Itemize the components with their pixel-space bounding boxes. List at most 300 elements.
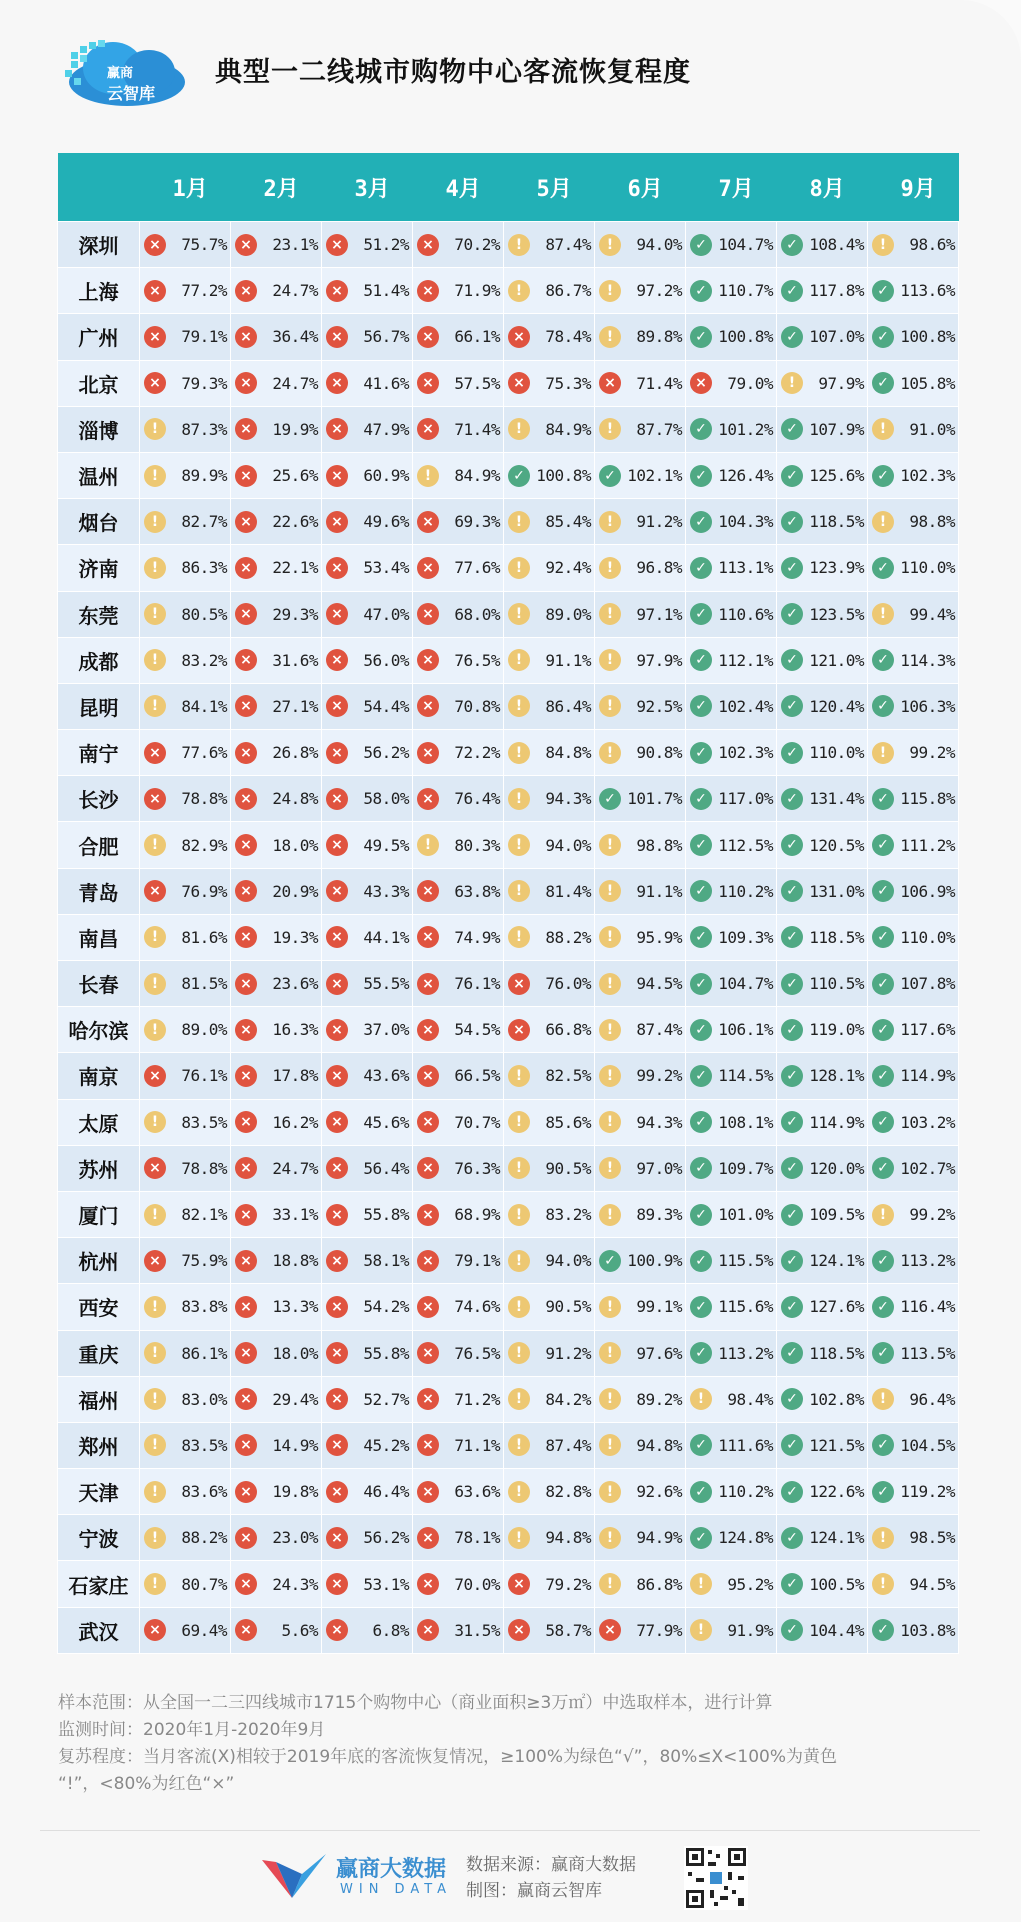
recovery-value: 83.6% — [181, 1482, 227, 1502]
value-cell — [413, 360, 504, 406]
recovery-value: 70.0% — [454, 1574, 500, 1594]
recovery-value: 78.1% — [454, 1528, 500, 1548]
value-cell — [231, 1145, 322, 1191]
check-icon: ✓ — [781, 1619, 803, 1641]
check-icon: ✓ — [690, 1342, 712, 1364]
value-cell — [322, 314, 413, 360]
table-header-corner — [58, 153, 140, 222]
value-cell — [777, 1284, 868, 1330]
recovery-value: 82.5% — [545, 1066, 591, 1086]
warning-icon: ! — [599, 973, 621, 995]
column-header: 9月 — [868, 153, 959, 222]
recovery-value: 109.7% — [718, 1158, 773, 1178]
cross-icon: × — [326, 926, 348, 948]
check-icon: ✓ — [781, 280, 803, 302]
check-icon: ✓ — [690, 1434, 712, 1456]
recovery-value: 23.6% — [272, 974, 318, 994]
recovery-value: 91.9% — [727, 1620, 773, 1640]
notes — [58, 1690, 958, 1798]
value-cell — [868, 1607, 959, 1653]
value-cell — [868, 776, 959, 822]
check-icon: ✓ — [690, 834, 712, 856]
check-icon: ✓ — [781, 834, 803, 856]
value-cell — [413, 1330, 504, 1376]
city-label: 武汉 — [58, 1607, 140, 1653]
recovery-value: 84.9% — [454, 466, 500, 486]
recovery-value: 98.4% — [727, 1389, 773, 1409]
note-recovery-definition-cont: “!”，<80%为红色“×” — [58, 1774, 235, 1794]
recovery-value: 110.5% — [809, 974, 864, 994]
value-cell — [322, 1607, 413, 1653]
value-cell — [140, 222, 231, 268]
cross-icon: × — [144, 234, 166, 256]
recovery-value: 71.4% — [636, 373, 682, 393]
value-cell — [868, 822, 959, 868]
warning-icon: ! — [144, 1204, 166, 1226]
check-icon: ✓ — [690, 280, 712, 302]
recovery-value: 57.5% — [454, 373, 500, 393]
city-label: 成都 — [58, 637, 140, 683]
cross-icon: × — [326, 418, 348, 440]
value-cell — [231, 1422, 322, 1468]
warning-icon: ! — [599, 1111, 621, 1133]
check-icon: ✓ — [872, 1111, 894, 1133]
value-cell — [140, 1376, 231, 1422]
value-cell — [413, 314, 504, 360]
recovery-value: 94.5% — [909, 1574, 955, 1594]
recovery-value: 110.2% — [718, 1482, 773, 1502]
recovery-value: 94.8% — [636, 1435, 682, 1455]
recovery-value: 16.2% — [272, 1112, 318, 1132]
recovery-value: 79.2% — [545, 1574, 591, 1594]
cross-icon: × — [144, 326, 166, 348]
warning-icon: ! — [508, 880, 530, 902]
value-cell — [413, 1007, 504, 1053]
warning-icon: ! — [144, 1342, 166, 1364]
warning-icon: ! — [599, 649, 621, 671]
recovery-value: 100.5% — [809, 1574, 864, 1594]
value-cell — [686, 822, 777, 868]
recovery-value: 110.0% — [809, 743, 864, 763]
recovery-value: 66.8% — [545, 1020, 591, 1040]
check-icon: ✓ — [872, 880, 894, 902]
cross-icon: × — [326, 973, 348, 995]
value-cell — [140, 314, 231, 360]
recovery-value: 101.0% — [718, 1205, 773, 1225]
cross-icon: × — [235, 926, 257, 948]
table-row — [58, 360, 959, 406]
city-label: 哈尔滨 — [58, 1007, 140, 1053]
recovery-value: 95.9% — [636, 927, 682, 947]
check-icon: ✓ — [872, 649, 894, 671]
value-cell — [413, 1099, 504, 1145]
check-icon: ✓ — [690, 973, 712, 995]
recovery-value: 94.3% — [545, 789, 591, 809]
warning-icon: ! — [508, 1434, 530, 1456]
cross-icon: × — [235, 1481, 257, 1503]
value-cell — [413, 452, 504, 498]
value-cell — [686, 1007, 777, 1053]
value-cell — [413, 1053, 504, 1099]
cross-icon: × — [417, 1388, 439, 1410]
recovery-value: 36.4% — [272, 327, 318, 347]
recovery-value: 107.8% — [900, 974, 955, 994]
value-cell — [322, 452, 413, 498]
value-cell — [413, 268, 504, 314]
recovery-value: 104.7% — [718, 974, 773, 994]
recovery-value: 92.6% — [636, 1482, 682, 1502]
recovery-value: 91.1% — [545, 650, 591, 670]
recovery-value: 119.0% — [809, 1020, 864, 1040]
value-cell — [140, 1284, 231, 1330]
value-cell — [686, 1515, 777, 1561]
value-cell — [504, 961, 595, 1007]
recovery-value: 107.9% — [809, 419, 864, 439]
value-cell — [777, 868, 868, 914]
recovery-value: 117.6% — [900, 1020, 955, 1040]
cross-icon: × — [326, 695, 348, 717]
value-cell — [504, 591, 595, 637]
check-icon: ✓ — [690, 1157, 712, 1179]
warning-icon: ! — [872, 1388, 894, 1410]
value-cell — [595, 822, 686, 868]
table-row — [58, 961, 959, 1007]
cross-icon: × — [508, 1019, 530, 1041]
check-icon: ✓ — [781, 511, 803, 533]
value-cell — [777, 1607, 868, 1653]
recovery-value: 23.1% — [272, 235, 318, 255]
note-sample-scope: 样本范围：从全国一二三四线城市1715个购物中心（商业面积≥3万㎡）中选取样本，进行计算 — [58, 1693, 773, 1713]
value-cell — [686, 637, 777, 683]
value-cell — [231, 591, 322, 637]
recovery-value: 76.3% — [454, 1158, 500, 1178]
recovery-value: 82.8% — [545, 1482, 591, 1502]
value-cell — [140, 1099, 231, 1145]
warning-icon: ! — [508, 742, 530, 764]
value-cell — [322, 406, 413, 452]
recovery-value: 19.3% — [272, 927, 318, 947]
recovery-value: 100.8% — [718, 327, 773, 347]
value-cell — [231, 1099, 322, 1145]
warning-icon: ! — [599, 1434, 621, 1456]
recovery-value: 37.0% — [363, 1020, 409, 1040]
column-header: 2月 — [231, 153, 322, 222]
table-row — [58, 268, 959, 314]
value-cell — [231, 1191, 322, 1237]
check-icon: ✓ — [781, 1388, 803, 1410]
value-cell — [868, 545, 959, 591]
warning-icon: ! — [599, 1157, 621, 1179]
recovery-value: 17.8% — [272, 1066, 318, 1086]
recovery-table — [57, 153, 959, 1654]
recovery-value: 46.4% — [363, 1482, 409, 1502]
recovery-value: 45.2% — [363, 1435, 409, 1455]
recovery-value: 22.1% — [272, 558, 318, 578]
cross-icon: × — [235, 1434, 257, 1456]
value-cell — [231, 637, 322, 683]
value-cell — [868, 1053, 959, 1099]
column-header: 1月 — [140, 153, 231, 222]
table-row — [58, 730, 959, 776]
cross-icon: × — [326, 1342, 348, 1364]
recovery-value: 92.4% — [545, 558, 591, 578]
recovery-value: 18.0% — [272, 835, 318, 855]
value-cell — [595, 452, 686, 498]
value-cell — [595, 683, 686, 729]
value-cell — [868, 868, 959, 914]
recovery-value: 97.9% — [636, 650, 682, 670]
recovery-value: 51.4% — [363, 281, 409, 301]
cross-icon: × — [690, 372, 712, 394]
recovery-value: 77.6% — [454, 558, 500, 578]
warning-icon: ! — [144, 1481, 166, 1503]
value-cell — [868, 452, 959, 498]
value-cell — [777, 314, 868, 360]
recovery-value: 29.3% — [272, 604, 318, 624]
value-cell — [140, 1469, 231, 1515]
check-icon: ✓ — [872, 926, 894, 948]
value-cell — [595, 1561, 686, 1607]
city-label: 杭州 — [58, 1238, 140, 1284]
value-cell — [777, 591, 868, 637]
recovery-value: 114.9% — [809, 1112, 864, 1132]
value-cell — [868, 1330, 959, 1376]
value-cell — [322, 1238, 413, 1284]
warning-icon: ! — [872, 603, 894, 625]
value-cell — [777, 1238, 868, 1284]
check-icon: ✓ — [781, 1157, 803, 1179]
value-cell — [777, 683, 868, 729]
value-cell — [686, 499, 777, 545]
recovery-value: 23.0% — [272, 1528, 318, 1548]
cross-icon: × — [417, 973, 439, 995]
value-cell — [504, 1561, 595, 1607]
check-icon: ✓ — [872, 326, 894, 348]
recovery-value: 89.9% — [181, 466, 227, 486]
value-cell — [504, 1284, 595, 1330]
recovery-value: 103.8% — [900, 1620, 955, 1640]
cross-icon: × — [326, 326, 348, 348]
recovery-value: 81.5% — [181, 974, 227, 994]
recovery-value: 55.8% — [363, 1205, 409, 1225]
warning-icon: ! — [508, 1204, 530, 1226]
recovery-value: 96.8% — [636, 558, 682, 578]
recovery-value: 105.8% — [900, 373, 955, 393]
value-cell — [413, 1469, 504, 1515]
value-cell — [868, 961, 959, 1007]
recovery-value: 84.9% — [545, 419, 591, 439]
value-cell — [777, 360, 868, 406]
value-cell — [686, 591, 777, 637]
cross-icon: × — [235, 372, 257, 394]
check-icon: ✓ — [690, 465, 712, 487]
city-label: 青岛 — [58, 868, 140, 914]
value-cell — [504, 1515, 595, 1561]
value-cell — [504, 545, 595, 591]
recovery-value: 76.4% — [454, 789, 500, 809]
city-label: 深圳 — [58, 222, 140, 268]
recovery-value: 86.1% — [181, 1343, 227, 1363]
recovery-value: 104.3% — [718, 512, 773, 532]
value-cell — [868, 1238, 959, 1284]
cross-icon: × — [417, 788, 439, 810]
city-label: 烟台 — [58, 499, 140, 545]
value-cell — [595, 1053, 686, 1099]
warning-icon: ! — [144, 834, 166, 856]
logo-line2: 云智库 — [107, 84, 156, 103]
value-cell — [868, 1561, 959, 1607]
recovery-value: 91.2% — [636, 512, 682, 532]
recovery-value: 87.7% — [636, 419, 682, 439]
warning-icon: ! — [690, 1388, 712, 1410]
recovery-value: 101.7% — [627, 789, 682, 809]
check-icon: ✓ — [872, 834, 894, 856]
recovery-value: 47.0% — [363, 604, 409, 624]
recovery-value: 113.2% — [718, 1343, 773, 1363]
city-label: 合肥 — [58, 822, 140, 868]
source-line: 数据来源：赢商大数据 — [466, 1855, 636, 1875]
value-cell — [595, 406, 686, 452]
value-cell — [686, 683, 777, 729]
check-icon: ✓ — [872, 973, 894, 995]
recovery-value: 110.0% — [900, 558, 955, 578]
value-cell — [231, 268, 322, 314]
recovery-value: 83.5% — [181, 1112, 227, 1132]
value-cell — [868, 499, 959, 545]
cross-icon: × — [508, 973, 530, 995]
cross-icon: × — [235, 788, 257, 810]
city-label: 厦门 — [58, 1191, 140, 1237]
value-cell — [686, 730, 777, 776]
value-cell — [777, 1330, 868, 1376]
value-cell — [140, 360, 231, 406]
check-icon: ✓ — [690, 1019, 712, 1041]
recovery-value: 86.4% — [545, 696, 591, 716]
value-cell — [868, 268, 959, 314]
warning-icon: ! — [599, 557, 621, 579]
value-cell — [231, 499, 322, 545]
recovery-value: 96.4% — [909, 1389, 955, 1409]
value-cell — [595, 268, 686, 314]
recovery-value: 66.1% — [454, 327, 500, 347]
value-cell — [686, 222, 777, 268]
warning-icon: ! — [144, 1296, 166, 1318]
table-row — [58, 1099, 959, 1145]
recovery-value: 56.7% — [363, 327, 409, 347]
recovery-value: 91.0% — [909, 419, 955, 439]
check-icon: ✓ — [690, 926, 712, 948]
value-cell — [777, 914, 868, 960]
check-icon: ✓ — [781, 1481, 803, 1503]
recovery-value: 126.4% — [718, 466, 773, 486]
value-cell — [595, 961, 686, 1007]
recovery-value: 82.9% — [181, 835, 227, 855]
recovery-value: 81.6% — [181, 927, 227, 947]
value-cell — [686, 452, 777, 498]
cross-icon: × — [599, 1619, 621, 1641]
warning-icon: ! — [599, 880, 621, 902]
warning-icon: ! — [599, 1342, 621, 1364]
check-icon: ✓ — [599, 788, 621, 810]
value-cell — [595, 914, 686, 960]
recovery-value: 71.9% — [454, 281, 500, 301]
table-row — [58, 452, 959, 498]
recovery-value: 71.4% — [454, 419, 500, 439]
check-icon: ✓ — [872, 1481, 894, 1503]
cross-icon: × — [235, 742, 257, 764]
warning-icon: ! — [599, 1388, 621, 1410]
recovery-value: 49.5% — [363, 835, 409, 855]
value-cell — [868, 683, 959, 729]
value-cell — [777, 776, 868, 822]
cross-icon: × — [508, 326, 530, 348]
footer-divider — [40, 1830, 980, 1831]
city-label: 东莞 — [58, 591, 140, 637]
check-icon: ✓ — [781, 465, 803, 487]
recovery-value: 100.8% — [536, 466, 591, 486]
cross-icon: × — [235, 695, 257, 717]
check-icon: ✓ — [781, 1342, 803, 1364]
recovery-value: 91.1% — [636, 881, 682, 901]
value-cell — [504, 406, 595, 452]
value-cell — [231, 1376, 322, 1422]
recovery-value: 106.9% — [900, 881, 955, 901]
city-label: 淄博 — [58, 406, 140, 452]
value-cell — [595, 1284, 686, 1330]
recovery-value: 81.4% — [545, 881, 591, 901]
recovery-value: 94.0% — [636, 235, 682, 255]
check-icon: ✓ — [872, 557, 894, 579]
city-label: 天津 — [58, 1469, 140, 1515]
value-cell — [231, 1007, 322, 1053]
cross-icon: × — [235, 557, 257, 579]
value-cell — [140, 683, 231, 729]
value-cell — [231, 452, 322, 498]
value-cell — [140, 1561, 231, 1607]
cross-icon: × — [326, 834, 348, 856]
city-label: 郑州 — [58, 1422, 140, 1468]
value-cell — [231, 1330, 322, 1376]
value-cell — [777, 268, 868, 314]
warning-icon: ! — [508, 695, 530, 717]
recovery-value: 115.6% — [718, 1297, 773, 1317]
value-cell — [595, 1191, 686, 1237]
value-cell — [777, 1191, 868, 1237]
recovery-value: 76.9% — [181, 881, 227, 901]
table-row — [58, 406, 959, 452]
city-label: 南京 — [58, 1053, 140, 1099]
value-cell — [686, 1191, 777, 1237]
warning-icon: ! — [599, 1296, 621, 1318]
recovery-value: 100.9% — [627, 1251, 682, 1271]
recovery-value: 92.5% — [636, 696, 682, 716]
recovery-value: 86.3% — [181, 558, 227, 578]
warning-icon: ! — [599, 1527, 621, 1549]
recovery-value: 104.7% — [718, 235, 773, 255]
recovery-value: 24.7% — [272, 373, 318, 393]
check-icon: ✓ — [690, 326, 712, 348]
value-cell — [504, 360, 595, 406]
warning-icon: ! — [144, 1111, 166, 1133]
recovery-value: 102.4% — [718, 696, 773, 716]
recovery-value: 90.5% — [545, 1297, 591, 1317]
cross-icon: × — [235, 880, 257, 902]
value-cell — [322, 1053, 413, 1099]
value-cell — [504, 1007, 595, 1053]
check-icon: ✓ — [690, 788, 712, 810]
recovery-value: 24.3% — [272, 1574, 318, 1594]
city-label: 西安 — [58, 1284, 140, 1330]
